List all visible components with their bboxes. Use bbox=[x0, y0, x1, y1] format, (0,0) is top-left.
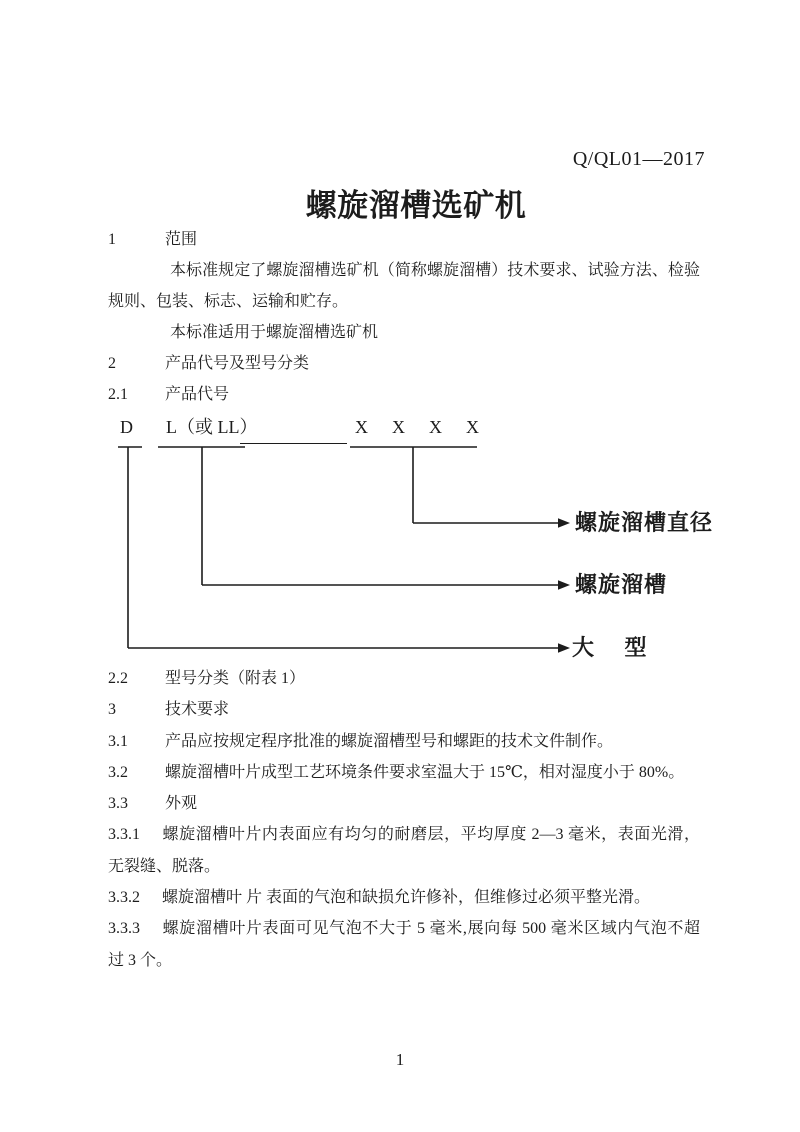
product-code-diagram bbox=[0, 410, 800, 665]
section-title: 型号分类（附表 1） bbox=[165, 670, 306, 687]
page-title: 螺旋溜槽选矿机 bbox=[305, 188, 527, 223]
section-number: 3.3.3 bbox=[108, 920, 140, 938]
code-letter-l: L（或 LL） bbox=[166, 417, 258, 437]
clause-3-3-3-cont: 过 3 个。 bbox=[108, 951, 173, 969]
section-heading-2-1 bbox=[108, 379, 700, 410]
clause-3-3-1-cont: 无裂缝、脱落。 bbox=[108, 857, 221, 875]
page-number: 1 bbox=[395, 1050, 405, 1069]
clause-text: 螺旋溜槽叶 片 表面的气泡和缺损允许修补，但维修过必须平整光滑。 bbox=[162, 889, 651, 907]
clause-3-2 bbox=[108, 757, 700, 788]
section-number: 1 bbox=[108, 231, 116, 248]
section-heading-2 bbox=[108, 348, 700, 379]
clause-text: 产品应按规定程序批准的螺旋溜槽型号和螺距的技术文件制作。 bbox=[165, 732, 614, 750]
section-number: 3.3 bbox=[108, 795, 128, 813]
label-spiral-chute: 螺旋溜槽 bbox=[575, 572, 668, 597]
section-title: 外观 bbox=[165, 795, 198, 813]
paragraph-line: 规则、包装、标志、运输和贮存。 bbox=[108, 293, 349, 310]
section-number: 2 bbox=[108, 355, 116, 372]
code-letters-x: X X X X bbox=[355, 417, 482, 437]
technical-requirements-block bbox=[108, 663, 700, 976]
clause-3-3-2 bbox=[108, 882, 700, 913]
section-number: 3.1 bbox=[108, 732, 128, 750]
section-number: 3.3.2 bbox=[108, 889, 140, 907]
clause-3-1 bbox=[108, 726, 700, 757]
clause-text: 螺旋溜槽叶片内表面应有均匀的耐磨层，平均厚度 2—3 毫米，表面光滑， bbox=[162, 826, 700, 844]
section-number: 2.1 bbox=[108, 386, 128, 403]
doc-number: Q/QL01—2017 bbox=[572, 148, 705, 170]
section-number: 3.2 bbox=[108, 763, 128, 781]
clause-text: 螺旋溜槽叶片表面可见气泡不大于 5 毫米,展向每 500 毫米区域内气泡不超 bbox=[162, 920, 700, 938]
label-large-type: 大 型 bbox=[572, 635, 648, 660]
section-title: 产品代号及型号分类 bbox=[165, 355, 310, 372]
label-chute-diameter: 螺旋溜槽直径 bbox=[575, 510, 714, 535]
section-title: 范围 bbox=[165, 231, 198, 248]
section-heading-1 bbox=[108, 224, 700, 255]
clause-3-3-1 bbox=[108, 819, 700, 850]
section-range-block bbox=[108, 224, 700, 410]
arrow-right-icon bbox=[558, 518, 570, 653]
section-heading-3 bbox=[108, 694, 700, 725]
section-number: 2.2 bbox=[108, 670, 128, 687]
section-heading-3-3 bbox=[108, 788, 700, 819]
paragraph-line: 本标准适用于螺旋溜槽选矿机 bbox=[170, 324, 379, 341]
section-number: 3.3.1 bbox=[108, 826, 140, 844]
clause-3-3-3 bbox=[108, 913, 700, 944]
clause-text: 螺旋溜槽叶片成型工艺环境条件要求室温大于 15℃，相对湿度小于 80%。 bbox=[165, 763, 685, 781]
section-title: 技术要求 bbox=[165, 701, 230, 719]
diagram-connector-lines bbox=[0, 410, 800, 665]
section-number: 3 bbox=[108, 701, 116, 719]
paragraph-line: 本标准规定了螺旋溜槽选矿机（简称螺旋溜槽）技术要求、试验方法、检验 bbox=[170, 262, 700, 279]
code-letter-d: D bbox=[120, 417, 133, 437]
section-heading-2-2 bbox=[108, 663, 700, 694]
section-title: 产品代号 bbox=[165, 386, 230, 403]
